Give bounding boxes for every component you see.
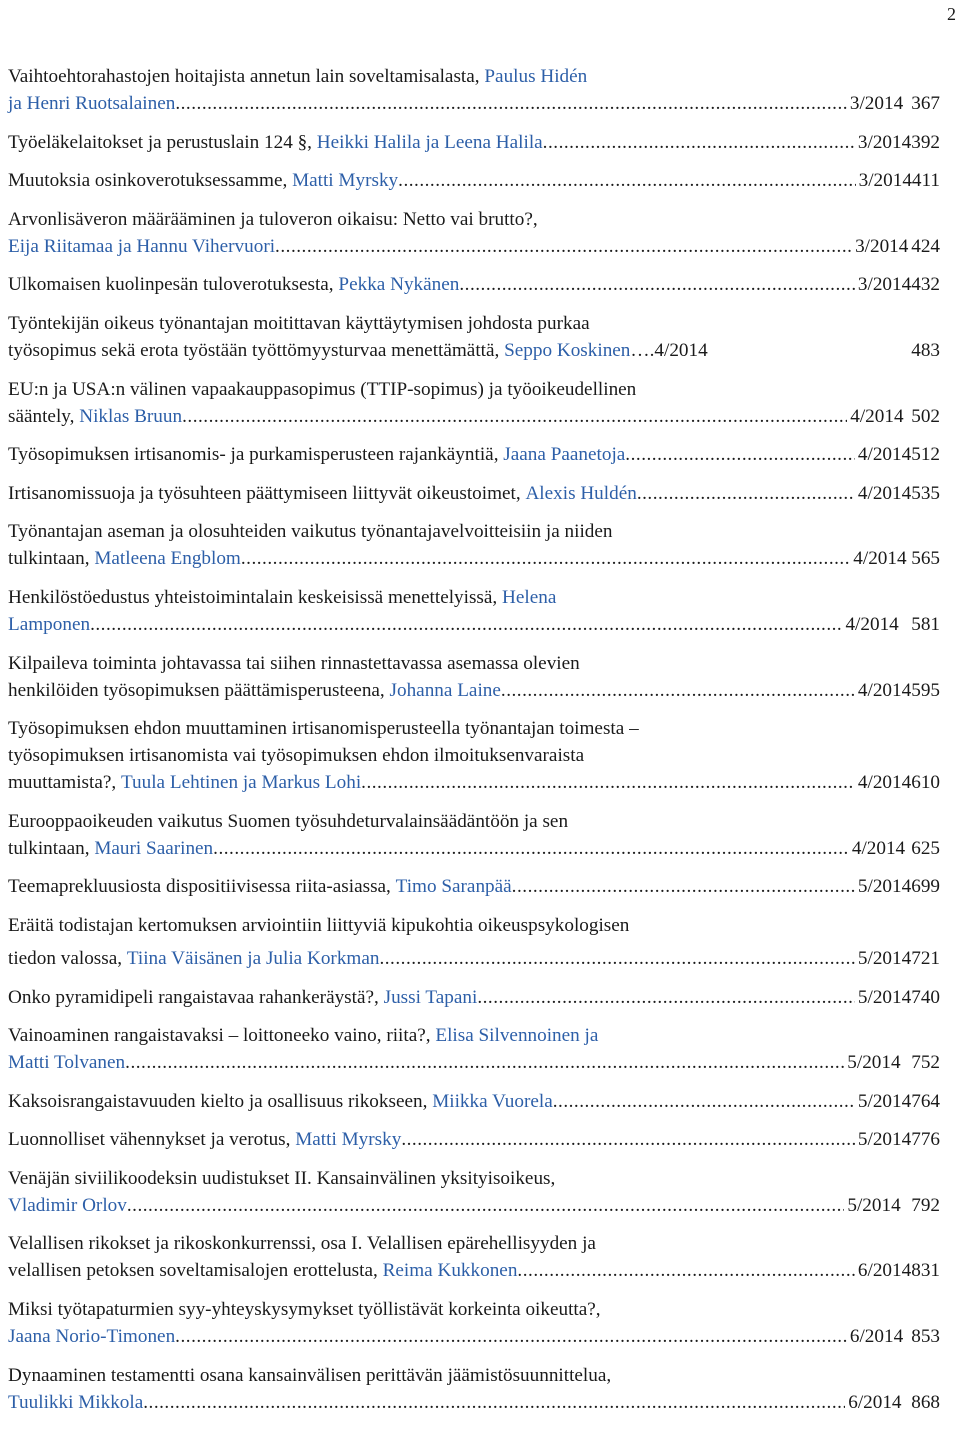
entry-page: 792 xyxy=(911,1194,940,1216)
toc-entry xyxy=(8,376,940,430)
entry-issue: 3/2014 xyxy=(858,170,912,192)
entry-issue: 4/2014 xyxy=(845,613,899,635)
entry-issue: 6/2014 xyxy=(848,1391,902,1413)
toc-entry xyxy=(8,873,940,900)
dot-leader xyxy=(379,945,854,972)
entry-page: 853 xyxy=(911,1326,940,1348)
entry-title: Henkilöstöedustus yhteistoimintalain keskeisissä menettelyissä, xyxy=(8,586,498,608)
entry-author: Tiina Väisänen ja Julia Korkman xyxy=(126,947,380,969)
entry-author: Alexis Huldén xyxy=(525,482,637,504)
entry-title: Irtisanomissuoja ja työsuhteen päättymiseen liittyvät oikeustoimet, xyxy=(8,482,521,504)
entry-title: Muutoksia osinkoverotuksessamme, xyxy=(8,170,288,192)
entry-issue: 5/2014 xyxy=(857,986,912,1008)
entry-page: 610 xyxy=(911,772,940,794)
entry-author: Jaana Norio-Timonen xyxy=(8,1326,176,1348)
toc-entry xyxy=(8,206,940,260)
entry-author: Eija Riitamaa ja Hannu Vihervuori xyxy=(8,235,276,257)
entry-author: Tuula Lehtinen ja Markus Lohi xyxy=(120,772,362,794)
entry-issue: 3/2014 xyxy=(857,131,912,153)
entry-issue: 4/2014 xyxy=(851,837,906,859)
entry-author: Jaana Paanetoja xyxy=(503,444,626,466)
entry-title: Työsopimuksen ehdon muuttaminen irtisanomisperusteella työnantajan toimesta – xyxy=(8,718,639,740)
entry-page: 595 xyxy=(911,679,940,701)
entry-page: 721 xyxy=(911,947,940,969)
entry-author: Jussi Tapani xyxy=(383,986,478,1008)
dot-leader xyxy=(275,233,852,260)
entry-title: Eurooppaoikeuden vaikutus Suomen työsuhdeturvalainsäädäntöön ja sen xyxy=(8,810,569,832)
entry-title: Onko pyramidipeli rangaistavaa rahankeräystä?, xyxy=(8,986,379,1008)
dot-leader: …. xyxy=(630,339,655,361)
entry-issue: 6/2014 xyxy=(849,1326,904,1348)
toc-entry xyxy=(8,1230,940,1284)
entry-title: Venäjän siviilikoodeksin uudistukset II. Kansainvälinen yksityisoikeus, xyxy=(8,1167,556,1189)
toc-entry xyxy=(8,1088,940,1115)
entry-issue: 4/2014 xyxy=(654,339,708,361)
toc-entry xyxy=(8,808,940,862)
entry-title: Velallisen rikokset ja rikoskonkurrenssi, osa I. Velallisen epärehellisyyden ja xyxy=(8,1233,596,1255)
entry-page: 625 xyxy=(911,837,940,859)
entry-author: Pekka Nykänen xyxy=(338,274,460,296)
entry-title: velallisen petoksen soveltamisalojen erottelusta, xyxy=(8,1260,378,1282)
toc-entry xyxy=(8,912,940,972)
toc-entry xyxy=(8,310,940,364)
entry-title: tulkintaan, xyxy=(8,837,90,859)
entry-issue: 5/2014 xyxy=(857,1090,912,1112)
entry-page: 483 xyxy=(911,339,940,361)
entry-issue: 5/2014 xyxy=(847,1052,901,1074)
dot-leader xyxy=(512,873,855,900)
entry-author: Matleena Engblom xyxy=(94,548,241,570)
entry-issue: 3/2014 xyxy=(857,274,912,296)
entry-page: 432 xyxy=(911,274,940,296)
toc-entry xyxy=(8,584,940,638)
entry-page: 512 xyxy=(911,444,940,466)
entry-author: Seppo Koskinen xyxy=(504,339,631,361)
dot-leader xyxy=(625,441,855,468)
dot-leader xyxy=(501,677,855,704)
entry-title: Kilpaileva toiminta johtavassa tai siihen rinnastettavassa asemassa olevien xyxy=(8,652,580,674)
entry-page: 752 xyxy=(911,1052,940,1074)
entry-title: Teemaprekluusiosta dispositiivisessa riita-asiassa, xyxy=(8,876,391,898)
entry-title: Miksi työtapaturmien syy-yhteyskysymykset työllistävät korkeinta oikeutta?, xyxy=(8,1299,601,1321)
dot-leader xyxy=(175,90,847,117)
entry-author-connector: ja xyxy=(8,93,22,114)
entry-author: Tuulikki Mikkola xyxy=(8,1391,144,1413)
toc-entry xyxy=(8,480,940,507)
entry-author: Matti Myrsky xyxy=(295,1129,402,1151)
entry-title: Luonnolliset vähennykset ja verotus, xyxy=(8,1129,291,1151)
toc-entry xyxy=(8,441,940,468)
entry-issue: 5/2014 xyxy=(857,876,912,898)
dot-leader xyxy=(637,480,855,507)
entry-title: Työsopimuksen irtisanomis- ja purkamisperusteen rajankäyntiä, xyxy=(8,444,499,466)
table-of-contents xyxy=(8,63,940,1427)
toc-entry xyxy=(8,63,940,117)
entry-page: 740 xyxy=(911,986,940,1008)
entry-issue: 3/2014 xyxy=(855,235,909,257)
entry-author: Johanna Laine xyxy=(389,679,501,701)
entry-title: Työntekijän oikeus työnantajan moitittavan käyttäytymisen johdosta purkaa xyxy=(8,312,590,334)
entry-title: EU:n ja USA:n välinen vapaakauppasopimus (TTIP-sopimus) ja työoikeudellinen xyxy=(8,378,637,400)
dot-leader xyxy=(213,835,849,862)
dot-leader xyxy=(127,1192,845,1219)
entry-title: henkilöiden työsopimuksen päättämisperusteena, xyxy=(8,679,385,701)
entry-title: Arvonlisäveron määrääminen ja tuloveron oikaisu: Netto vai brutto?, xyxy=(8,208,538,230)
entry-author: Helena xyxy=(502,586,557,608)
entry-title: Eräitä todistajan kertomuksen arviointiin liittyviä kipukohtia oikeuspsykologisen xyxy=(8,914,630,936)
entry-page: 764 xyxy=(911,1090,940,1112)
entry-title: muuttamista?, xyxy=(8,772,117,794)
toc-entry xyxy=(8,1165,940,1219)
dot-leader xyxy=(477,984,855,1011)
entry-issue: 4/2014 xyxy=(857,679,912,701)
entry-author: Vladimir Orlov xyxy=(8,1194,127,1216)
toc-entry xyxy=(8,715,940,796)
dot-leader xyxy=(398,167,855,194)
entry-issue: 3/2014 xyxy=(849,93,904,114)
dot-leader xyxy=(90,611,842,638)
entry-title: tulkintaan, xyxy=(8,548,90,570)
dot-leader xyxy=(182,403,847,430)
entry-title: sääntely, xyxy=(8,405,75,427)
entry-page: 502 xyxy=(911,405,940,427)
entry-page: 535 xyxy=(911,482,940,504)
entry-author: Timo Saranpää xyxy=(395,876,512,898)
toc-entry xyxy=(8,167,940,194)
entry-author: Heikki Halila ja Leena Halila xyxy=(316,131,543,153)
entry-title: Vaihtoehtorahastojen hoitajista annetun lain soveltamisalasta, xyxy=(8,66,480,87)
entry-title: työsopimus sekä erota työstään työttömyysturvaa menettämättä, xyxy=(8,339,500,361)
entry-title: Työnantajan aseman ja olosuhteiden vaikutus työnantajavelvoitteisiin ja niiden xyxy=(8,521,613,543)
entry-page: 424 xyxy=(911,235,940,257)
dot-leader xyxy=(125,1049,844,1076)
entry-page: 411 xyxy=(911,170,940,192)
toc-entry xyxy=(8,650,940,704)
entry-page: 581 xyxy=(911,613,940,635)
entry-author: Henri Ruotsalainen xyxy=(26,93,176,114)
dot-leader xyxy=(553,1088,855,1115)
toc-entry xyxy=(8,1296,940,1350)
entry-issue: 5/2014 xyxy=(857,1129,912,1151)
toc-entry xyxy=(8,129,940,156)
entry-page: 565 xyxy=(911,548,940,570)
entry-issue: 5/2014 xyxy=(847,1194,901,1216)
entry-page: 367 xyxy=(911,93,940,114)
entry-title: Kaksoisrangaistavuuden kielto ja osallisuus rikokseen, xyxy=(8,1090,428,1112)
entry-author: Mauri Saarinen xyxy=(94,837,214,859)
entry-author: Reima Kukkonen xyxy=(382,1260,518,1282)
dot-leader xyxy=(517,1257,854,1284)
entry-issue: 5/2014 xyxy=(857,947,912,969)
entry-author: Elisa Silvennoinen ja xyxy=(435,1025,599,1047)
entry-title: Työeläkelaitokset ja perustuslain 124 §, xyxy=(8,131,312,153)
entry-issue: 4/2014 xyxy=(850,405,904,427)
entry-page: 776 xyxy=(911,1129,940,1151)
entry-author: Niklas Bruun xyxy=(79,405,183,427)
entry-issue: 4/2014 xyxy=(857,444,912,466)
dot-leader xyxy=(543,129,855,156)
dot-leader xyxy=(143,1389,845,1416)
page-number: 2 xyxy=(947,4,956,24)
dot-leader xyxy=(175,1323,847,1350)
toc-entry xyxy=(8,271,940,298)
toc-entry xyxy=(8,518,940,572)
entry-author: Miikka Vuorela xyxy=(432,1090,553,1112)
entry-title: Vainoaminen rangaistavaksi – loittoneeko vaino, riita?, xyxy=(8,1025,431,1047)
entry-issue: 6/2014 xyxy=(857,1260,912,1282)
entry-title: tiedon valossa, xyxy=(8,947,123,969)
dot-leader xyxy=(401,1126,855,1153)
entry-page: 699 xyxy=(911,876,940,898)
entry-page: 831 xyxy=(911,1260,940,1282)
entry-issue: 4/2014 xyxy=(857,482,912,504)
entry-issue: 4/2014 xyxy=(853,548,907,570)
entry-title: työsopimuksen irtisanomista vai työsopimuksen ehdon ilmoituksenvaraista xyxy=(8,745,585,767)
toc-entry xyxy=(8,1022,940,1076)
entry-author: Matti Tolvanen xyxy=(8,1052,126,1074)
entry-author: Paulus Hidén xyxy=(484,66,588,87)
entry-author: Lamponen xyxy=(8,613,91,635)
entry-page: 392 xyxy=(911,131,940,153)
entry-author: Matti Myrsky xyxy=(292,170,399,192)
entry-title: Dynaaminen testamentti osana kansainvälisen perittävän jäämistösuunnittelua, xyxy=(8,1364,612,1386)
toc-entry xyxy=(8,1362,940,1416)
dot-leader xyxy=(361,769,855,796)
toc-entry xyxy=(8,1126,940,1153)
dot-leader xyxy=(459,271,855,298)
toc-entry xyxy=(8,984,940,1011)
dot-leader xyxy=(241,545,850,572)
entry-page: 868 xyxy=(911,1391,940,1413)
entry-issue: 4/2014 xyxy=(857,772,912,794)
entry-title: Ulkomaisen kuolinpesän tuloverotuksesta, xyxy=(8,274,334,296)
